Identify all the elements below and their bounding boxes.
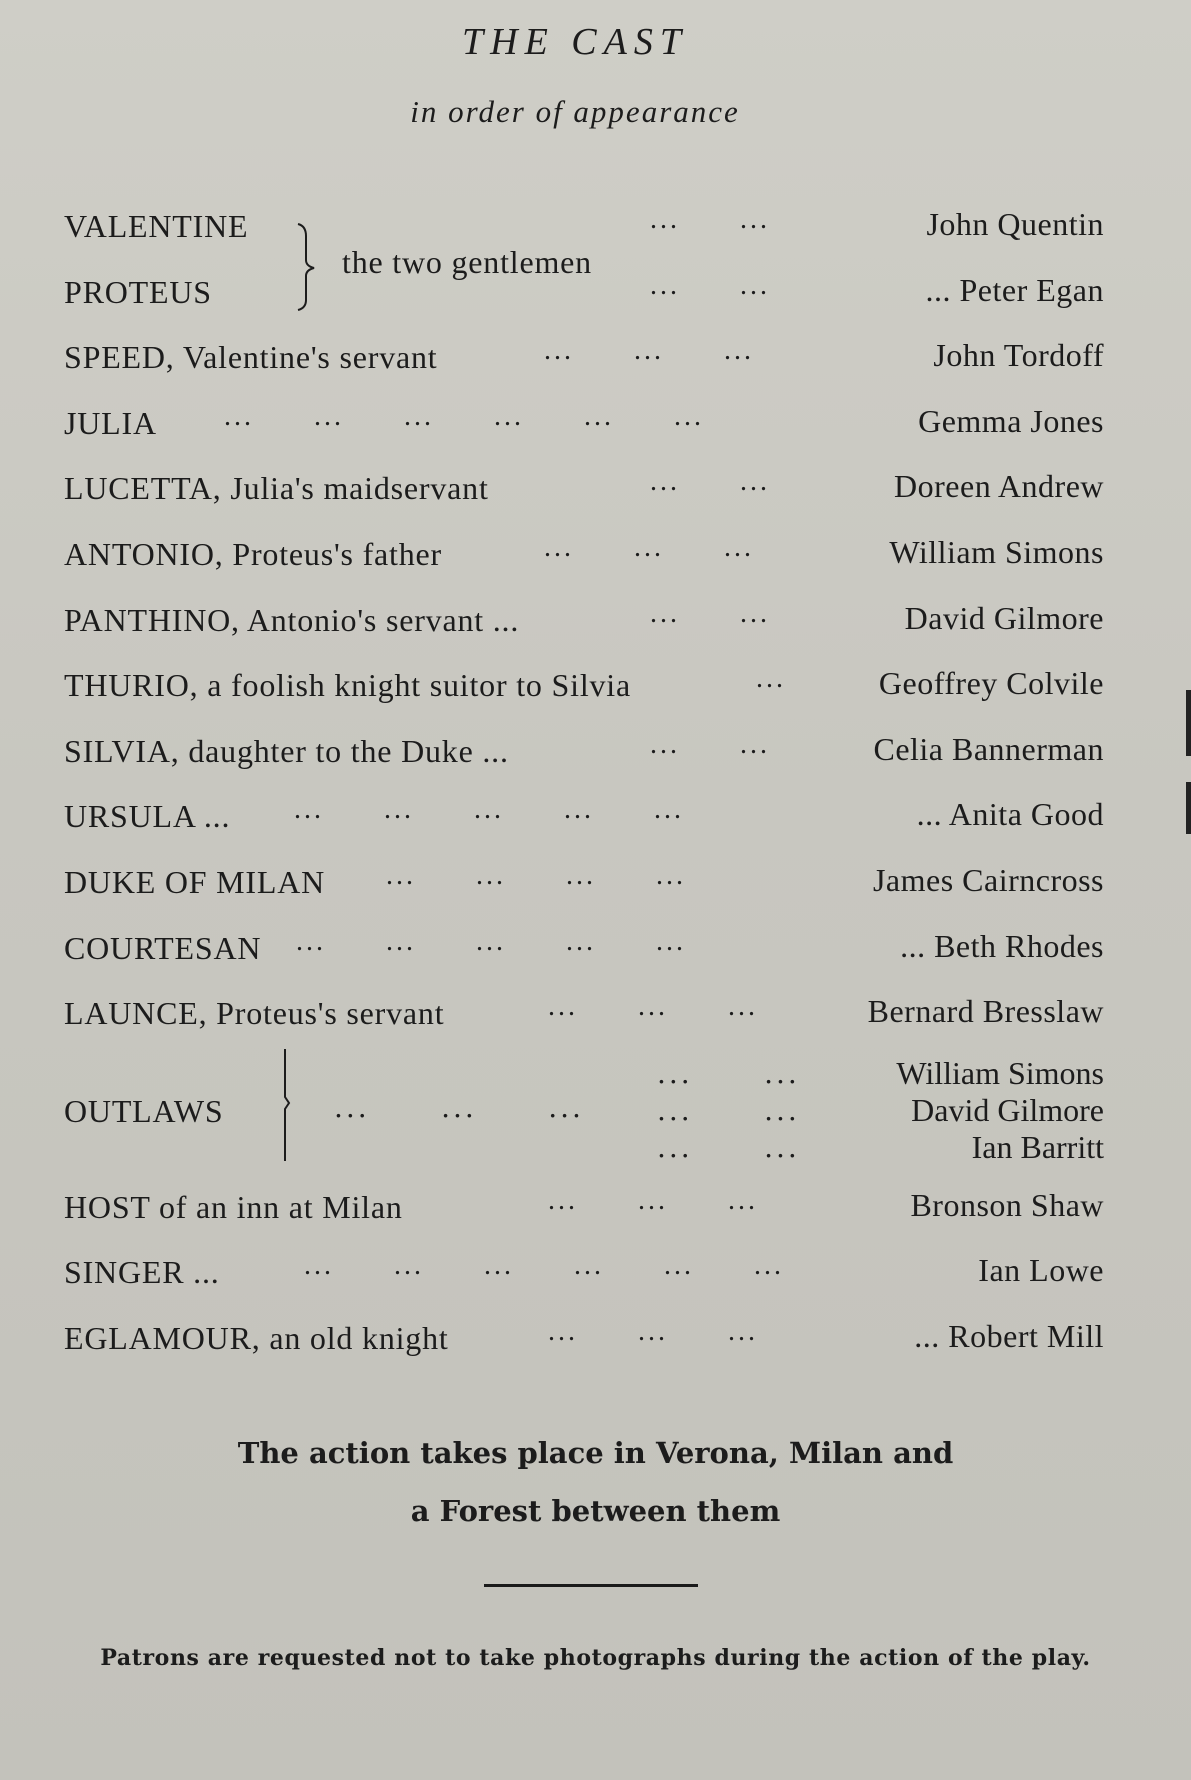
leader-dots: ... ... ...	[548, 1315, 758, 1347]
actor-name: Bernard Bresslaw	[867, 993, 1104, 1030]
leader-dots: ... ... ...	[544, 531, 754, 563]
leader-dots: ... ...	[650, 597, 770, 629]
actor-name: ... Robert Mill	[914, 1317, 1104, 1354]
leader-dots: ... ... ...	[548, 991, 758, 1023]
cast-row	[64, 657, 1104, 723]
role-name: THURIO, a foolish knight suitor to Silvia	[64, 667, 632, 704]
role-name: SILVIA, daughter to the Duke ...	[64, 732, 509, 769]
cast-list	[64, 198, 1104, 1376]
actor-name: ... Beth Rhodes	[900, 927, 1104, 964]
page-edge-mark	[1186, 782, 1191, 834]
cast-row	[64, 985, 1104, 1051]
role-proteus: PROTEUS	[64, 273, 212, 310]
actor-name: Ian Barritt	[971, 1128, 1104, 1165]
cast-row	[64, 1310, 1104, 1376]
leader-dots: ... ...	[650, 466, 770, 498]
outlaws-group	[64, 1051, 1104, 1179]
role-name: LUCETTA, Julia's maidservant	[64, 470, 489, 507]
actor-name: William Simons	[889, 533, 1104, 570]
role-name: URSULA ...	[64, 798, 231, 835]
outlaws-brace	[279, 1045, 293, 1165]
leader-dots: ... ... ... ... ...	[294, 794, 684, 826]
leader-dots: ... ... ...	[334, 1090, 584, 1124]
role-name: EGLAMOUR, an old knight	[64, 1319, 449, 1356]
actor-name: Celia Bannerman	[873, 730, 1104, 767]
role-name: LAUNCE, Proteus's servant	[64, 995, 445, 1032]
cast-row	[64, 592, 1104, 658]
cast-row	[64, 395, 1104, 461]
divider-rule	[484, 1584, 698, 1587]
role-name: ANTONIO, Proteus's father	[64, 535, 442, 572]
role-name: JULIA	[64, 404, 157, 441]
outlaws-actors	[896, 1055, 1104, 1166]
actor-name: Ian Lowe	[978, 1252, 1104, 1289]
actor-name: Bronson Shaw	[910, 1186, 1104, 1223]
actor-valentine: John Quentin	[926, 206, 1104, 242]
leader-dots: ... ... ... ...	[386, 859, 686, 891]
setting-line: The action takes place in Verona, Milan and	[237, 1436, 954, 1470]
actor-name: ... Anita Good	[916, 796, 1104, 833]
role-name: DUKE OF MILAN	[64, 863, 326, 900]
actor-name: David Gilmore	[911, 1091, 1104, 1128]
leader-dots: ...	[756, 663, 786, 695]
role-name: HOST of an inn at Milan	[64, 1188, 403, 1225]
actor-name: William Simons	[896, 1054, 1104, 1091]
setting-line: a Forest between them	[410, 1494, 781, 1528]
role-name: PANTHINO, Antonio's servant ...	[64, 601, 520, 638]
leader-dots: ... ... ... ... ... ...	[224, 400, 704, 432]
page-title: THE CAST	[462, 21, 688, 63]
gentlemen-brace	[296, 222, 318, 312]
setting-note	[0, 1424, 1191, 1540]
leader-dots: ... ... ...	[544, 335, 754, 367]
leader-dots: ... ... ... ... ... ...	[304, 1250, 784, 1282]
cast-row	[64, 526, 1104, 592]
cast-row	[64, 723, 1104, 789]
role-outlaws: OUTLAWS	[64, 1092, 224, 1129]
actor-name: John Tordoff	[933, 337, 1104, 374]
actor-name: Doreen Andrew	[894, 468, 1104, 505]
actor-name: Geoffrey Colvile	[878, 665, 1104, 702]
cast-row	[64, 1179, 1104, 1245]
role-name: COURTESAN	[64, 929, 262, 966]
leader-dots: ... ...	[650, 728, 770, 760]
page-subtitle: in order of appearance	[410, 94, 740, 129]
cast-row	[64, 920, 1104, 986]
gentlemen-description: the two gentlemen	[342, 244, 592, 280]
actor-name: David Gilmore	[904, 599, 1104, 636]
leader-dots: ... ... ... ... ... ...	[657, 1056, 800, 1164]
actor-name: Gemma Jones	[918, 402, 1104, 439]
cast-row	[64, 788, 1104, 854]
leader-dots: ... ... ... ... ...	[296, 925, 686, 957]
page-edge-mark	[1186, 690, 1191, 756]
role-name: SINGER ...	[64, 1254, 220, 1291]
cast-row	[64, 329, 1104, 395]
role-valentine: VALENTINE	[64, 208, 249, 244]
leader-dots: ... ...	[650, 204, 770, 235]
photography-notice: Patrons are requested not to take photographs during the action of the play.	[100, 1645, 1091, 1671]
actor-name: James Cairncross	[872, 861, 1104, 898]
cast-row	[64, 854, 1104, 920]
actor-proteus: ... Peter Egan	[925, 271, 1104, 308]
leader-dots: ... ...	[650, 269, 770, 301]
leader-dots: ... ... ...	[548, 1184, 758, 1216]
cast-row	[64, 460, 1104, 526]
role-name: SPEED, Valentine's servant	[64, 339, 438, 376]
cast-row	[64, 1244, 1104, 1310]
